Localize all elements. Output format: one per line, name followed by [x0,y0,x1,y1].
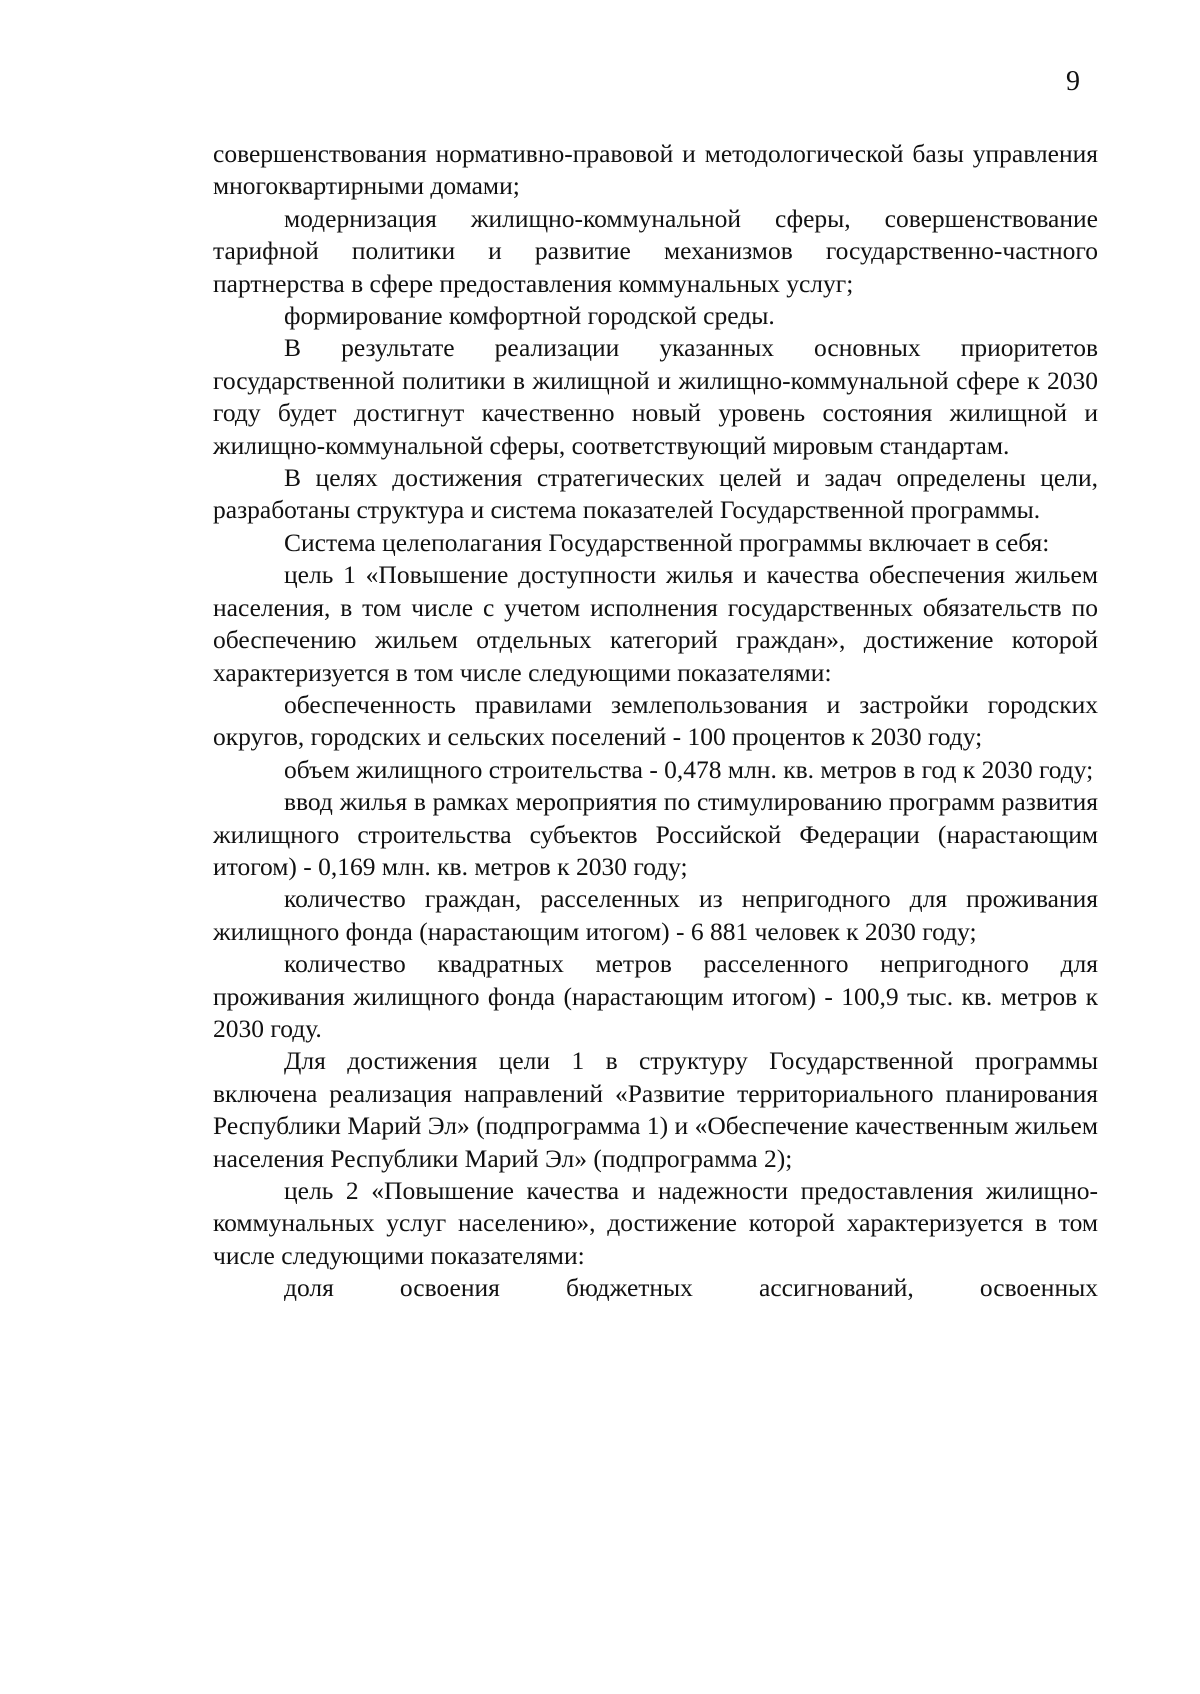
paragraph-urban-environment: формирование комфортной городской среды. [284,301,775,331]
paragraph-result: В результате реализации указанных основных приоритетов государственной политики в жилищной и жилищно-коммунальной сфере к 2030 году будет достигнут качественно новый уровень состояния жилищной и жилищно-коммунальной сферы, соответствующий мировым стандартам. [213,333,1098,460]
paragraph-goal-1: цель 1 «Повышение доступности жилья и качества обеспечения жильем населения, в том числе с учетом исполнения государственных обязательств по обеспечению жильем отдельных категорий граждан», достижение которой характеризуется в том числе следующими показателями: [213,560,1098,687]
body-text [213,138,1098,1305]
paragraph-indicator-zoning: обеспеченность правилами землепользования и застройки городских округов, городских и сельских поселений - 100 процентов к 2030 году; [213,689,1098,752]
paragraph-indicator-resettled-area: количество квадратных метров расселенного непригодного для проживания жилищного фонда (нарастающим итогом) - 100,9 тыс. кв. метров к 2030 году. [213,949,1098,1043]
paragraph-budget-share: доля освоения бюджетных ассигнований, освоенных [284,1273,1098,1303]
paragraph-indicator-housing-input: ввод жилья в рамках мероприятия по стимулированию программ развития жилищного строительства субъектов Российской Федерации (нарастающим итогом) - 0,169 млн. кв. метров к 2030 году; [213,787,1098,881]
paragraph-indicator-resettled-citizens: количество граждан, расселенных из непригодного для проживания жилищного фонда (нарастающим итогом) - 6 881 человек к 2030 году; [213,884,1098,946]
page-number: 9 [1066,66,1080,97]
paragraph-indicator-construction: объем жилищного строительства - 0,478 млн. кв. метров в год к 2030 году; [284,754,1094,784]
paragraph-modernization: модернизация жилищно-коммунальной сферы, совершенствование тарифной политики и развитие механизмов государственно-частного партнерства в сфере предоставления коммунальных услуг; [213,203,1098,298]
paragraph-goal-system: Система целеполагания Государственной программы включает в себя: [284,527,1050,557]
paragraph-continuation: совершенствования нормативно-правовой и методологической базы управления многоквартирными домами; [213,139,1098,201]
paragraph-goal-1-subprograms: Для достижения цели 1 в структуру Государственной программы включена реализация направлений «Развитие территориального планирования Республики Марий Эл» (подпрограмма 1) и «Обеспечение качественным жильем населения Республики Марий Эл» (подпрограмма 2); [213,1046,1098,1173]
paragraph-goal-2: цель 2 «Повышение качества и надежности предоставления жилищно-коммунальных услуг населению», достижение которой характеризуется в том числе следующими показателями: [213,1176,1098,1270]
paragraph-goals: В целях достижения стратегических целей и задач определены цели, разработаны структура и система показателей Государственной программы. [213,463,1098,525]
